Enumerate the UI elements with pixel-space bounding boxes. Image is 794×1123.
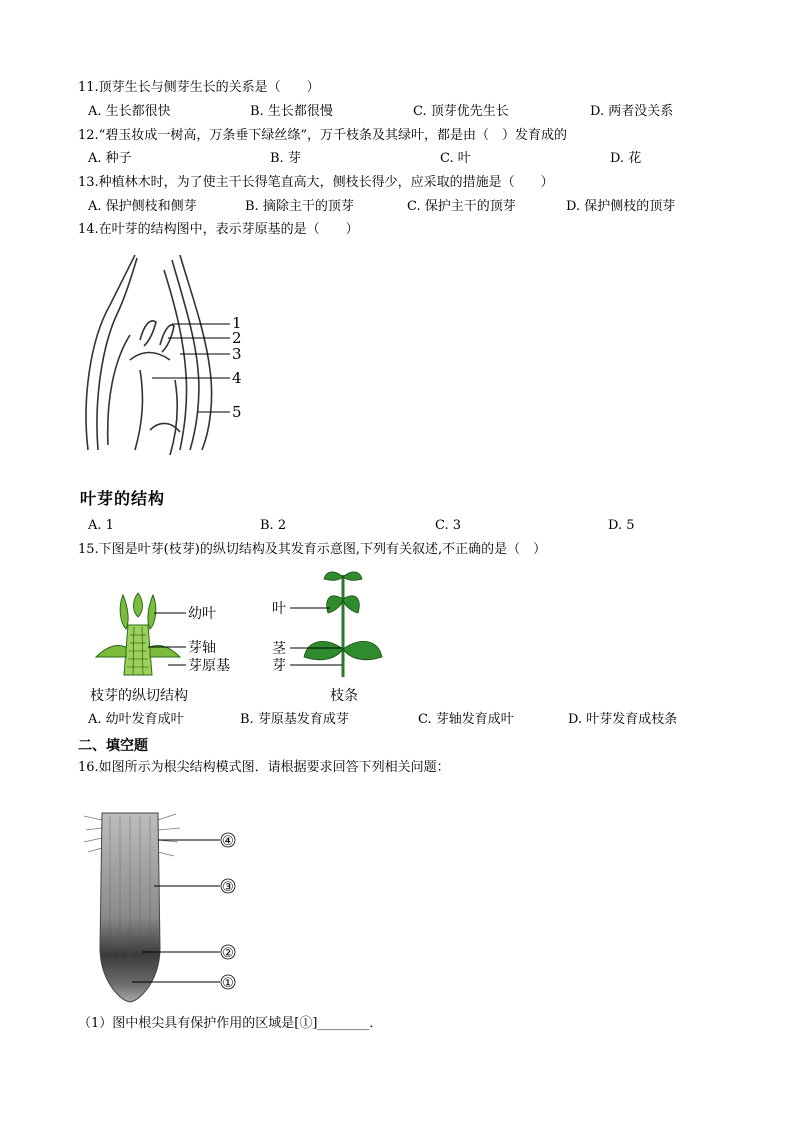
q13-option-b: B. 摘除主干的顶芽 (245, 199, 354, 214)
leaf-bud-structure-figure (80, 250, 260, 460)
section-2-title: 二、填空题 (78, 738, 148, 754)
q12-option-a: A. 种子 (88, 151, 132, 166)
q14-figure-label-5: 5 (232, 403, 242, 421)
branch-label-leaf: 叶 (272, 601, 286, 617)
q11-option-d: D. 两者没关系 (590, 104, 674, 119)
q14-figure-caption: 叶芽的结构 (80, 489, 166, 508)
q12-option-b: B. 芽 (270, 151, 301, 166)
q14-figure-label-1: 1 (232, 314, 242, 332)
q14-figure-label-4: 4 (232, 369, 242, 387)
q15-option-c: C. 芽轴发育成叶 (418, 712, 514, 727)
q13-stem: 13.种植林木时，为了使主干长得笔直高大，侧枝长得少，应采取的措施是（ ） (78, 175, 554, 190)
q13-option-d: D. 保护侧枝的顶芽 (566, 199, 676, 214)
q15-option-b: B. 芽原基发育成芽 (240, 712, 349, 727)
branch-caption: 枝条 (330, 688, 358, 704)
q12-stem: 12.“碧玉妆成一树高，万条垂下绿丝绦”，万千枝条及其绿叶，都是由（ ）发育成的 (78, 128, 567, 143)
q14-option-d: D. 5 (608, 518, 635, 533)
q14-option-c: C. 3 (435, 518, 462, 533)
q11-option-b: B. 生长都很慢 (250, 104, 333, 119)
q12-option-c: C. 叶 (440, 151, 471, 166)
q15-stem: 15.下图是叶芽(枝芽)的纵切结构及其发育示意图,下列有关叙述,不正确的是（ ） (78, 542, 547, 557)
q15-option-a: A. 幼叶发育成叶 (88, 712, 184, 727)
q16-sub1: （1）图中根尖具有保护作用的区域是[①]________． (78, 1016, 383, 1031)
q14-stem: 14.在叶芽的结构图中，表示芽原基的是（ ） (78, 222, 359, 237)
root-label-4: ④ (222, 834, 234, 849)
branch-label-stem: 茎 (272, 641, 286, 657)
q14-option-a: A. 1 (88, 518, 114, 533)
q14-figure-label-2: 2 (232, 329, 242, 347)
bud-label-bud-primordium: 芽原基 (188, 658, 230, 674)
q14-option-b: B. 2 (260, 518, 287, 533)
root-label-2: ② (222, 946, 234, 961)
bud-label-bud-axis: 芽轴 (188, 640, 216, 656)
bud-section-caption: 枝芽的纵切结构 (90, 688, 188, 704)
q13-option-c: C. 保护主干的顶芽 (407, 199, 516, 214)
bud-label-young-leaf: 幼叶 (188, 606, 216, 622)
q15-option-d: D. 叶芽发育成枝条 (568, 712, 678, 727)
root-label-3: ③ (222, 880, 234, 895)
bud-section-figure (88, 585, 248, 685)
branch-label-bud: 芽 (272, 658, 286, 674)
q14-figure-label-3: 3 (232, 345, 242, 363)
q13-option-a: A. 保护侧枝和侧芽 (88, 199, 197, 214)
q11-option-c: C. 顶芽优先生长 (413, 104, 509, 119)
branch-figure (268, 565, 393, 680)
q16-stem: 16.如图所示为根尖结构模式图．请根据要求回答下列相关问题： (78, 760, 450, 775)
root-tip-figure (80, 808, 250, 1008)
root-label-1: ① (222, 976, 234, 991)
q12-option-d: D. 花 (610, 151, 642, 166)
q11-stem: 11.顶芽生长与侧芽生长的关系是（ ） (78, 80, 320, 95)
q11-option-a: A. 生长都很快 (88, 104, 171, 119)
